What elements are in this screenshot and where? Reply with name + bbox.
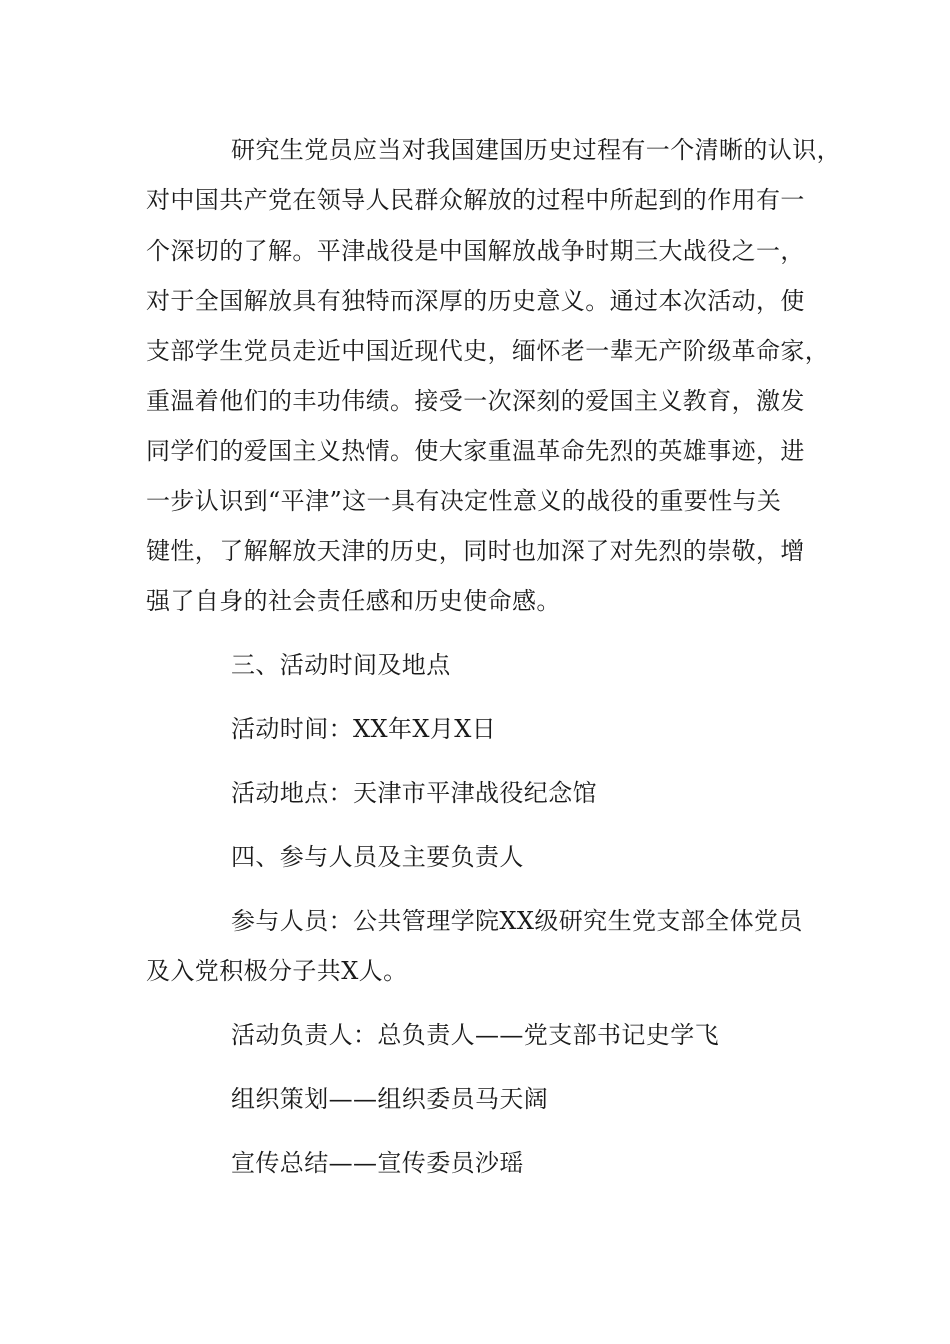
paragraph-line: 重温着他们的丰功伟绩。接受一次深刻的爱国主义教育，激发 [146,387,805,415]
participants-line: 及入党积极分子共X人。 [146,957,408,985]
activity-time: 活动时间：XX年X月X日 [231,715,497,743]
paragraph-line: 个深切的了解。平津战役是中国解放战争时期三大战役之一， [146,237,805,265]
participants-line: 参与人员：公共管理学院XX级研究生党支部全体党员 [231,907,803,935]
section-heading-time-place: 三、活动时间及地点 [231,651,451,679]
paragraph-line: 研究生党员应当对我国建国历史过程有一个清晰的认识， [231,136,841,164]
section-heading-participants: 四、参与人员及主要负责人 [231,843,524,871]
paragraph-line: 对于全国解放具有独特而深厚的历史意义。通过本次活动，使 [146,287,805,315]
paragraph-line: 强了自身的社会责任感和历史使命感。 [146,587,561,615]
publicity: 宣传总结——宣传委员沙瑶 [231,1149,524,1177]
paragraph-line: 支部学生党员走近中国近现代史，缅怀老一辈无产阶级革命家， [146,337,830,365]
activity-place: 活动地点：天津市平津战役纪念馆 [231,779,597,807]
paragraph-line: 键性，了解解放天津的历史，同时也加深了对先烈的崇敬，增 [146,537,805,565]
paragraph-line: 同学们的爱国主义热情。使大家重温革命先烈的英雄事迹，进 [146,437,805,465]
activity-leader: 活动负责人：总负责人——党支部书记史学飞 [231,1021,719,1049]
paragraph-line: 对中国共产党在领导人民群众解放的过程中所起到的作用有一 [146,186,805,214]
paragraph-line: 一步认识到“平津”这一具有决定性意义的战役的重要性与关 [146,487,782,515]
organizer: 组织策划——组织委员马天阔 [231,1085,549,1113]
